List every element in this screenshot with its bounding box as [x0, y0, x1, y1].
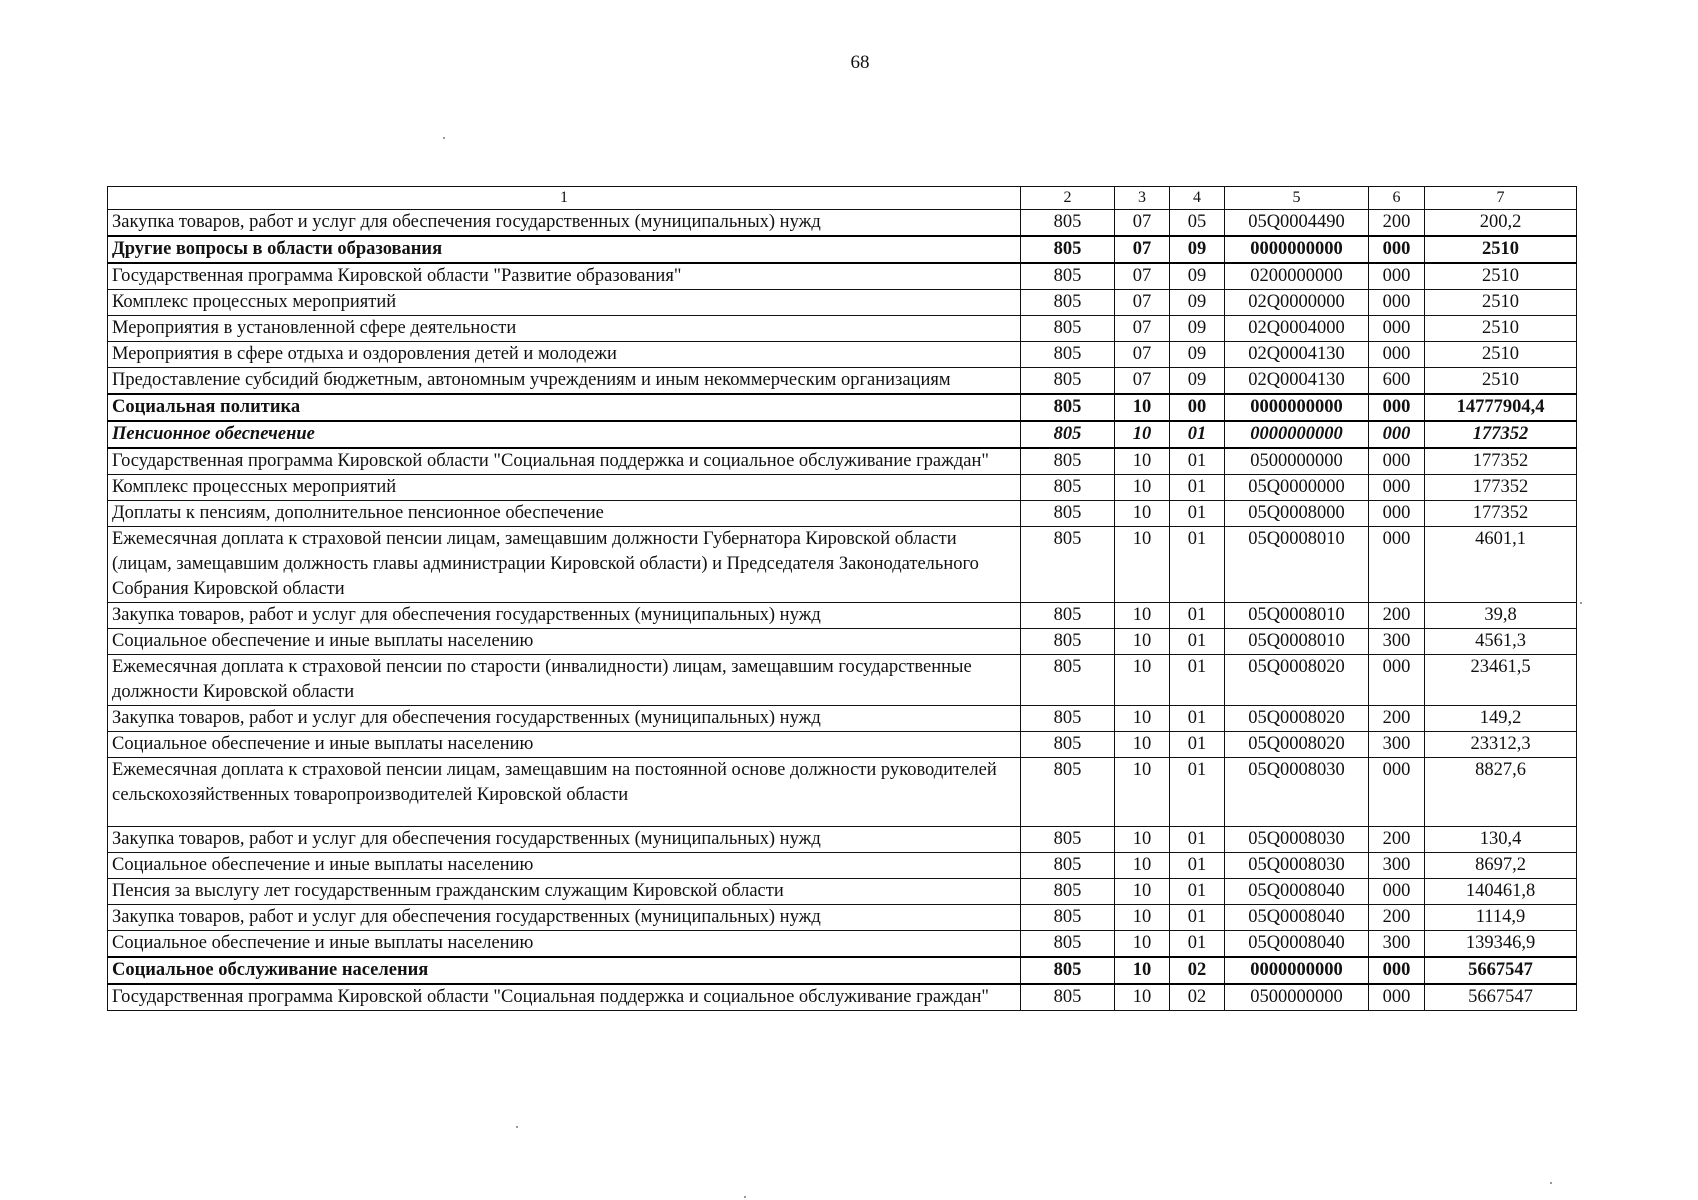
row-name-cell: Социальная политика — [108, 394, 1021, 421]
amount-cell: 2510 — [1425, 368, 1577, 395]
expense-type-code-cell: 000 — [1369, 290, 1425, 316]
table-row — [108, 879, 1577, 905]
target-item-code-cell: 0000000000 — [1225, 394, 1369, 421]
amount-cell: 149,2 — [1425, 706, 1577, 732]
section-code-cell: 07 — [1115, 263, 1170, 290]
ministry-code-cell: 805 — [1021, 931, 1115, 958]
column-header: 6 — [1369, 187, 1425, 210]
scan-speck — [443, 137, 445, 139]
ministry-code-cell: 805 — [1021, 905, 1115, 931]
ministry-code-cell: 805 — [1021, 342, 1115, 368]
amount-cell: 2510 — [1425, 290, 1577, 316]
target-item-code-cell: 05Q0008020 — [1225, 732, 1369, 758]
table-body — [108, 210, 1577, 1011]
ministry-code-cell: 805 — [1021, 879, 1115, 905]
ministry-code-cell: 805 — [1021, 853, 1115, 879]
section-code-cell: 10 — [1115, 629, 1170, 655]
row-name-cell: Ежемесячная доплата к страховой пенсии по старости (инвалидности) лицам, замещавшим государственные должности Кировской области — [108, 655, 1021, 706]
amount-cell: 8827,6 — [1425, 758, 1577, 827]
expense-type-code-cell: 200 — [1369, 905, 1425, 931]
row-name-cell: Пенсионное обеспечение — [108, 421, 1021, 448]
row-name-cell: Пенсия за выслугу лет государственным гражданским служащим Кировской области — [108, 879, 1021, 905]
subsection-code-cell: 02 — [1170, 984, 1225, 1011]
row-name-cell: Социальное обеспечение и иные выплаты населению — [108, 732, 1021, 758]
section-code-cell: 07 — [1115, 290, 1170, 316]
ministry-code-cell: 805 — [1021, 316, 1115, 342]
table-row — [108, 827, 1577, 853]
ministry-code-cell: 805 — [1021, 368, 1115, 395]
amount-cell: 14777904,4 — [1425, 394, 1577, 421]
row-name-cell: Закупка товаров, работ и услуг для обеспечения государственных (муниципальных) нужд — [108, 603, 1021, 629]
row-name-cell: Закупка товаров, работ и услуг для обеспечения государственных (муниципальных) нужд — [108, 905, 1021, 931]
amount-cell: 130,4 — [1425, 827, 1577, 853]
column-header: 2 — [1021, 187, 1115, 210]
table-row — [108, 957, 1577, 984]
section-code-cell: 07 — [1115, 210, 1170, 237]
target-item-code-cell: 05Q0008040 — [1225, 905, 1369, 931]
subsection-code-cell: 01 — [1170, 732, 1225, 758]
ministry-code-cell: 805 — [1021, 236, 1115, 263]
row-name-cell: Закупка товаров, работ и услуг для обеспечения государственных (муниципальных) нужд — [108, 706, 1021, 732]
ministry-code-cell: 805 — [1021, 957, 1115, 984]
ministry-code-cell: 805 — [1021, 448, 1115, 475]
row-name-cell: Ежемесячная доплата к страховой пенсии лицам, замещавшим на постоянной основе должности руководителей сельскохозяйственных товаропроизводителей Кировской области — [108, 758, 1021, 827]
expense-type-code-cell: 300 — [1369, 853, 1425, 879]
subsection-code-cell: 09 — [1170, 368, 1225, 395]
table-row — [108, 316, 1577, 342]
column-header: 7 — [1425, 187, 1577, 210]
section-code-cell: 10 — [1115, 732, 1170, 758]
ministry-code-cell: 805 — [1021, 827, 1115, 853]
row-name-cell: Государственная программа Кировской области "Социальная поддержка и социальное обслуживание граждан" — [108, 984, 1021, 1011]
table-row — [108, 368, 1577, 395]
ministry-code-cell: 805 — [1021, 758, 1115, 827]
ministry-code-cell: 805 — [1021, 501, 1115, 527]
amount-cell: 177352 — [1425, 421, 1577, 448]
section-code-cell: 10 — [1115, 957, 1170, 984]
amount-cell: 177352 — [1425, 501, 1577, 527]
ministry-code-cell: 805 — [1021, 475, 1115, 501]
section-code-cell: 10 — [1115, 853, 1170, 879]
scan-speck — [1580, 602, 1582, 604]
ministry-code-cell: 805 — [1021, 732, 1115, 758]
subsection-code-cell: 01 — [1170, 905, 1225, 931]
target-item-code-cell: 0000000000 — [1225, 957, 1369, 984]
expense-type-code-cell: 200 — [1369, 603, 1425, 629]
expense-type-code-cell: 000 — [1369, 342, 1425, 368]
ministry-code-cell: 805 — [1021, 263, 1115, 290]
table-row — [108, 629, 1577, 655]
target-item-code-cell: 0200000000 — [1225, 263, 1369, 290]
row-name-cell: Государственная программа Кировской области "Развитие образования" — [108, 263, 1021, 290]
row-name-cell: Социальное обеспечение и иные выплаты населению — [108, 853, 1021, 879]
table-row — [108, 394, 1577, 421]
target-item-code-cell: 0500000000 — [1225, 984, 1369, 1011]
row-name-cell: Социальное обеспечение и иные выплаты населению — [108, 629, 1021, 655]
target-item-code-cell: 05Q0008000 — [1225, 501, 1369, 527]
subsection-code-cell: 01 — [1170, 501, 1225, 527]
section-code-cell: 10 — [1115, 984, 1170, 1011]
target-item-code-cell: 0000000000 — [1225, 421, 1369, 448]
target-item-code-cell: 05Q0008010 — [1225, 603, 1369, 629]
target-item-code-cell: 05Q0000000 — [1225, 475, 1369, 501]
amount-cell: 140461,8 — [1425, 879, 1577, 905]
section-code-cell: 10 — [1115, 931, 1170, 958]
ministry-code-cell: 805 — [1021, 421, 1115, 448]
row-name-cell: Комплекс процессных мероприятий — [108, 475, 1021, 501]
expense-type-code-cell: 000 — [1369, 501, 1425, 527]
expense-type-code-cell: 200 — [1369, 706, 1425, 732]
expense-type-code-cell: 000 — [1369, 263, 1425, 290]
table-header-row — [108, 187, 1577, 210]
subsection-code-cell: 01 — [1170, 931, 1225, 958]
table-row — [108, 236, 1577, 263]
subsection-code-cell: 01 — [1170, 527, 1225, 603]
section-code-cell: 10 — [1115, 448, 1170, 475]
table-row — [108, 448, 1577, 475]
scan-speck — [1550, 1182, 1552, 1184]
target-item-code-cell: 02Q0000000 — [1225, 290, 1369, 316]
table-row — [108, 290, 1577, 316]
section-code-cell: 10 — [1115, 475, 1170, 501]
table-row — [108, 905, 1577, 931]
section-code-cell: 10 — [1115, 827, 1170, 853]
expense-type-code-cell: 000 — [1369, 236, 1425, 263]
section-code-cell: 10 — [1115, 706, 1170, 732]
table-row — [108, 210, 1577, 237]
amount-cell: 8697,2 — [1425, 853, 1577, 879]
table-row — [108, 732, 1577, 758]
target-item-code-cell: 05Q0008010 — [1225, 527, 1369, 603]
page-number: 68 — [850, 52, 870, 73]
subsection-code-cell: 01 — [1170, 629, 1225, 655]
expense-type-code-cell: 000 — [1369, 879, 1425, 905]
ministry-code-cell: 805 — [1021, 655, 1115, 706]
subsection-code-cell: 01 — [1170, 758, 1225, 827]
expense-type-code-cell: 000 — [1369, 527, 1425, 603]
target-item-code-cell: 05Q0008010 — [1225, 629, 1369, 655]
ministry-code-cell: 805 — [1021, 527, 1115, 603]
row-name-cell: Другие вопросы в области образования — [108, 236, 1021, 263]
amount-cell: 2510 — [1425, 316, 1577, 342]
table-row — [108, 853, 1577, 879]
budget-table — [107, 186, 1577, 1011]
subsection-code-cell: 01 — [1170, 853, 1225, 879]
subsection-code-cell: 01 — [1170, 706, 1225, 732]
expense-type-code-cell: 000 — [1369, 475, 1425, 501]
ministry-code-cell: 805 — [1021, 629, 1115, 655]
target-item-code-cell: 05Q0008020 — [1225, 706, 1369, 732]
expense-type-code-cell: 000 — [1369, 316, 1425, 342]
subsection-code-cell: 01 — [1170, 827, 1225, 853]
section-code-cell: 10 — [1115, 603, 1170, 629]
target-item-code-cell: 02Q0004130 — [1225, 342, 1369, 368]
table-row — [108, 758, 1577, 827]
table-row — [108, 655, 1577, 706]
section-code-cell: 10 — [1115, 527, 1170, 603]
column-header: 1 — [108, 187, 1021, 210]
target-item-code-cell: 05Q0008040 — [1225, 879, 1369, 905]
target-item-code-cell: 05Q0004490 — [1225, 210, 1369, 237]
subsection-code-cell: 09 — [1170, 342, 1225, 368]
subsection-code-cell: 09 — [1170, 316, 1225, 342]
subsection-code-cell: 01 — [1170, 655, 1225, 706]
ministry-code-cell: 805 — [1021, 394, 1115, 421]
table-row — [108, 527, 1577, 603]
expense-type-code-cell: 200 — [1369, 827, 1425, 853]
amount-cell: 139346,9 — [1425, 931, 1577, 958]
section-code-cell: 10 — [1115, 394, 1170, 421]
amount-cell: 39,8 — [1425, 603, 1577, 629]
amount-cell: 4561,3 — [1425, 629, 1577, 655]
section-code-cell: 10 — [1115, 879, 1170, 905]
amount-cell: 200,2 — [1425, 210, 1577, 237]
row-name-cell: Закупка товаров, работ и услуг для обеспечения государственных (муниципальных) нужд — [108, 827, 1021, 853]
row-name-cell: Комплекс процессных мероприятий — [108, 290, 1021, 316]
table-row — [108, 263, 1577, 290]
section-code-cell: 07 — [1115, 316, 1170, 342]
scan-speck — [744, 1196, 746, 1198]
section-code-cell: 10 — [1115, 758, 1170, 827]
expense-type-code-cell: 000 — [1369, 394, 1425, 421]
amount-cell: 2510 — [1425, 342, 1577, 368]
target-item-code-cell: 05Q0008020 — [1225, 655, 1369, 706]
amount-cell: 4601,1 — [1425, 527, 1577, 603]
subsection-code-cell: 09 — [1170, 236, 1225, 263]
subsection-code-cell: 05 — [1170, 210, 1225, 237]
amount-cell: 177352 — [1425, 475, 1577, 501]
amount-cell: 2510 — [1425, 263, 1577, 290]
column-header: 4 — [1170, 187, 1225, 210]
amount-cell: 1114,9 — [1425, 905, 1577, 931]
expense-type-code-cell: 000 — [1369, 758, 1425, 827]
section-code-cell: 07 — [1115, 368, 1170, 395]
amount-cell: 23312,3 — [1425, 732, 1577, 758]
target-item-code-cell: 05Q0008040 — [1225, 931, 1369, 958]
target-item-code-cell: 02Q0004000 — [1225, 316, 1369, 342]
target-item-code-cell: 02Q0004130 — [1225, 368, 1369, 395]
ministry-code-cell: 805 — [1021, 984, 1115, 1011]
row-name-cell: Мероприятия в установленной сфере деятельности — [108, 316, 1021, 342]
subsection-code-cell: 01 — [1170, 603, 1225, 629]
table-row — [108, 984, 1577, 1011]
table-row — [108, 501, 1577, 527]
section-code-cell: 10 — [1115, 655, 1170, 706]
expense-type-code-cell: 000 — [1369, 421, 1425, 448]
table-row — [108, 342, 1577, 368]
expense-type-code-cell: 200 — [1369, 210, 1425, 237]
subsection-code-cell: 00 — [1170, 394, 1225, 421]
ministry-code-cell: 805 — [1021, 290, 1115, 316]
subsection-code-cell: 01 — [1170, 475, 1225, 501]
ministry-code-cell: 805 — [1021, 210, 1115, 237]
amount-cell: 5667547 — [1425, 984, 1577, 1011]
target-item-code-cell: 05Q0008030 — [1225, 758, 1369, 827]
ministry-code-cell: 805 — [1021, 603, 1115, 629]
section-code-cell: 07 — [1115, 236, 1170, 263]
row-name-cell: Социальное обслуживание населения — [108, 957, 1021, 984]
table-row — [108, 421, 1577, 448]
subsection-code-cell: 01 — [1170, 421, 1225, 448]
scan-speck — [516, 1126, 518, 1128]
subsection-code-cell: 01 — [1170, 448, 1225, 475]
target-item-code-cell: 05Q0008030 — [1225, 827, 1369, 853]
table-row — [108, 603, 1577, 629]
column-header: 5 — [1225, 187, 1369, 210]
section-code-cell: 07 — [1115, 342, 1170, 368]
section-code-cell: 10 — [1115, 501, 1170, 527]
table-row — [108, 931, 1577, 958]
expense-type-code-cell: 000 — [1369, 655, 1425, 706]
subsection-code-cell: 01 — [1170, 879, 1225, 905]
subsection-code-cell: 09 — [1170, 290, 1225, 316]
table-row — [108, 475, 1577, 501]
target-item-code-cell: 05Q0008030 — [1225, 853, 1369, 879]
row-name-cell: Предоставление субсидий бюджетным, автономным учреждениям и иным некоммерческим организациям — [108, 368, 1021, 395]
row-name-cell: Доплаты к пенсиям, дополнительное пенсионное обеспечение — [108, 501, 1021, 527]
amount-cell: 2510 — [1425, 236, 1577, 263]
row-name-cell: Мероприятия в сфере отдыха и оздоровления детей и молодежи — [108, 342, 1021, 368]
column-header: 3 — [1115, 187, 1170, 210]
subsection-code-cell: 09 — [1170, 263, 1225, 290]
expense-type-code-cell: 000 — [1369, 984, 1425, 1011]
section-code-cell: 10 — [1115, 421, 1170, 448]
row-name-cell: Социальное обеспечение и иные выплаты населению — [108, 931, 1021, 958]
amount-cell: 177352 — [1425, 448, 1577, 475]
expense-type-code-cell: 300 — [1369, 931, 1425, 958]
target-item-code-cell: 0000000000 — [1225, 236, 1369, 263]
amount-cell: 23461,5 — [1425, 655, 1577, 706]
target-item-code-cell: 0500000000 — [1225, 448, 1369, 475]
expense-type-code-cell: 000 — [1369, 448, 1425, 475]
ministry-code-cell: 805 — [1021, 706, 1115, 732]
expense-type-code-cell: 000 — [1369, 957, 1425, 984]
row-name-cell: Государственная программа Кировской области "Социальная поддержка и социальное обслуживание граждан" — [108, 448, 1021, 475]
section-code-cell: 10 — [1115, 905, 1170, 931]
expense-type-code-cell: 300 — [1369, 732, 1425, 758]
expense-type-code-cell: 600 — [1369, 368, 1425, 395]
amount-cell: 5667547 — [1425, 957, 1577, 984]
table-row — [108, 706, 1577, 732]
subsection-code-cell: 02 — [1170, 957, 1225, 984]
row-name-cell: Закупка товаров, работ и услуг для обеспечения государственных (муниципальных) нужд — [108, 210, 1021, 237]
expense-type-code-cell: 300 — [1369, 629, 1425, 655]
row-name-cell: Ежемесячная доплата к страховой пенсии лицам, замещавшим должности Губернатора Кировской области (лицам, замещавшим должность главы администрации Кировской области) и Председателя Законодательного Собрания Кировской области — [108, 527, 1021, 603]
